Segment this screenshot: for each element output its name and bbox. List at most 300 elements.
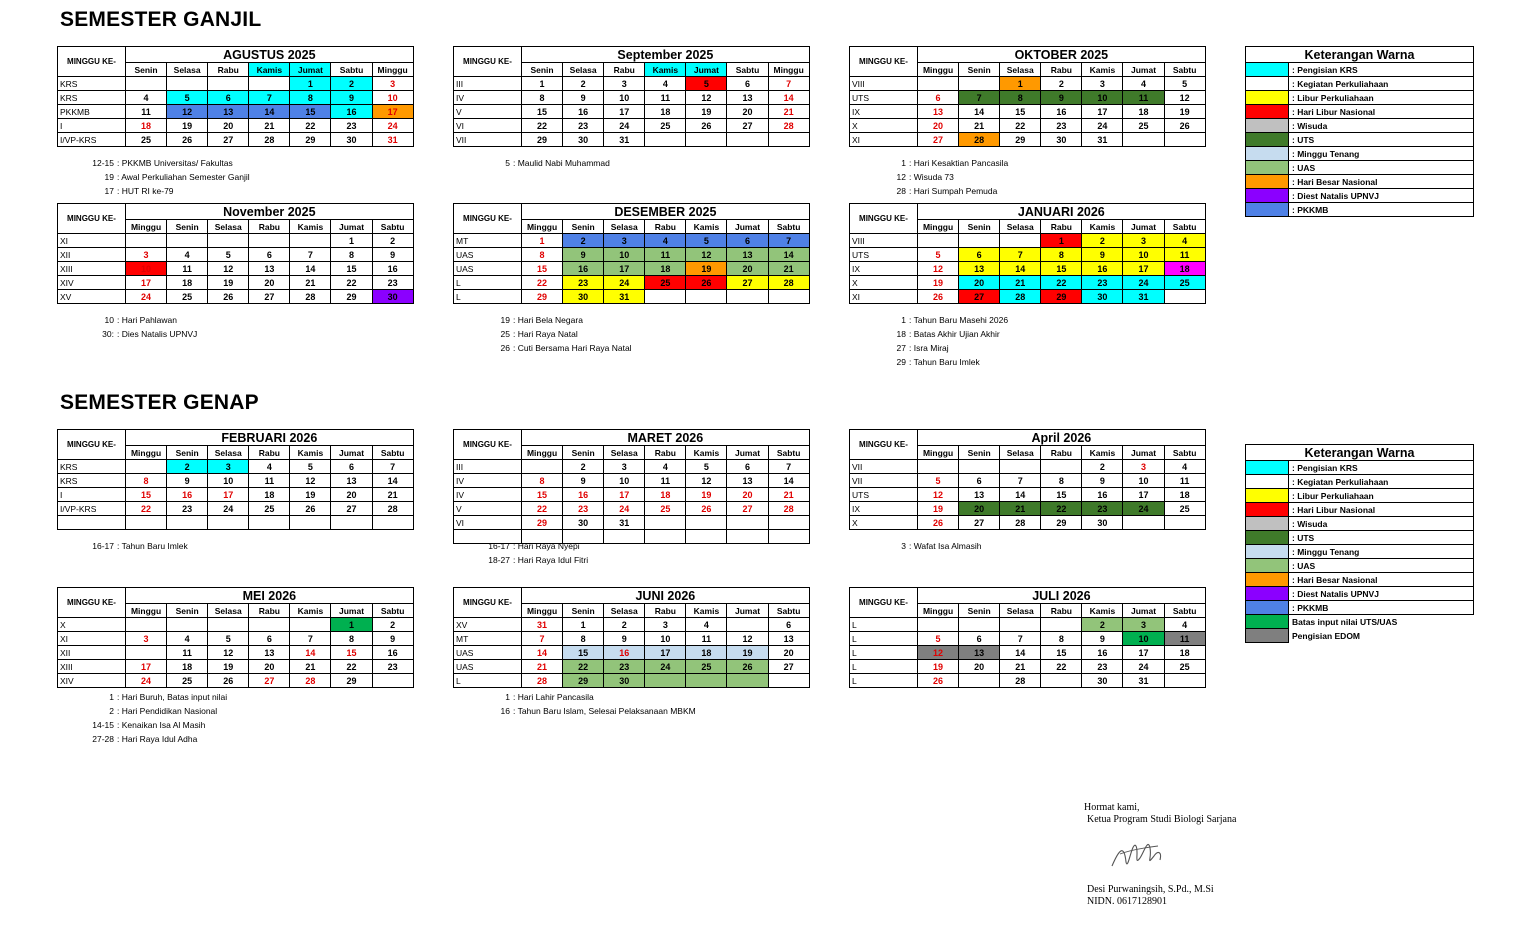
day-header: Rabu xyxy=(1041,446,1082,460)
date-cell: 24 xyxy=(604,502,645,516)
holiday-desc: : HUT RI ke-79 xyxy=(117,186,174,196)
date-cell: 22 xyxy=(1000,119,1041,133)
holiday-notes xyxy=(59,690,227,746)
day-header: Minggu xyxy=(768,63,809,77)
date-cell xyxy=(1164,674,1205,688)
date-cell xyxy=(126,77,167,91)
holiday-notes xyxy=(455,313,632,355)
date-cell xyxy=(167,234,208,248)
date-cell: 4 xyxy=(1164,234,1205,248)
week-label: XIV xyxy=(58,674,126,688)
date-cell: 24 xyxy=(1123,276,1164,290)
holiday-date: 10 xyxy=(104,315,114,325)
legend-label: : Diest Natalis UPNVJ xyxy=(1289,587,1474,601)
week-column-header: MINGGU KE- xyxy=(58,47,126,77)
date-cell: 2 xyxy=(1082,460,1123,474)
date-cell xyxy=(686,674,727,688)
legend-label: : UTS xyxy=(1289,531,1474,545)
date-cell: 4 xyxy=(167,248,208,262)
date-cell: 31 xyxy=(604,133,645,147)
legend-swatch xyxy=(1246,461,1289,475)
date-cell xyxy=(645,133,686,147)
week-label: IV xyxy=(454,488,522,502)
day-header: Jumat xyxy=(1123,220,1164,234)
date-cell: 22 xyxy=(1041,660,1082,674)
date-cell: 15 xyxy=(1000,105,1041,119)
date-cell: 24 xyxy=(126,290,167,304)
date-cell: 14 xyxy=(290,262,331,276)
date-cell: 30 xyxy=(563,516,604,530)
holiday-desc: : Hari Lahir Pancasila xyxy=(513,692,594,702)
week-label xyxy=(58,516,126,530)
date-cell: 11 xyxy=(167,262,208,276)
date-cell xyxy=(208,516,249,530)
date-cell: 24 xyxy=(126,674,167,688)
date-cell: 29 xyxy=(522,516,563,530)
date-cell: 27 xyxy=(959,516,1000,530)
date-cell: 25 xyxy=(645,276,686,290)
date-cell xyxy=(727,618,768,632)
date-cell xyxy=(1000,618,1041,632)
date-cell: 25 xyxy=(1164,502,1205,516)
date-cell: 23 xyxy=(563,502,604,516)
week-label: I xyxy=(58,488,126,502)
day-header: Rabu xyxy=(249,604,290,618)
date-cell: 26 xyxy=(727,660,768,674)
date-cell: 11 xyxy=(1164,632,1205,646)
date-cell: 8 xyxy=(290,91,331,105)
holiday-note xyxy=(59,732,227,746)
signature-name: Desi Purwaningsih, S.Pd., M.Si xyxy=(1087,884,1214,895)
day-header: Selasa xyxy=(208,604,249,618)
date-cell: 5 xyxy=(686,77,727,91)
day-header: Senin xyxy=(126,63,167,77)
date-cell: 17 xyxy=(1123,262,1164,276)
date-cell: 3 xyxy=(1123,460,1164,474)
date-cell: 9 xyxy=(1082,632,1123,646)
date-cell: 29 xyxy=(331,290,372,304)
day-header: Selasa xyxy=(604,220,645,234)
legend-swatch xyxy=(1246,175,1289,189)
date-cell: 3 xyxy=(604,234,645,248)
holiday-date: 3 xyxy=(901,541,906,551)
month-title: September 2025 xyxy=(522,47,810,63)
date-cell: 29 xyxy=(1041,516,1082,530)
holiday-desc: : PKKMB Universitas/ Fakultas xyxy=(117,158,233,168)
holiday-date: 16-17 xyxy=(92,541,114,551)
date-cell: 24 xyxy=(645,660,686,674)
holiday-date: 17 xyxy=(104,186,114,196)
date-cell: 7 xyxy=(1000,474,1041,488)
legend-label: : Minggu Tenang xyxy=(1289,545,1474,559)
week-label: UTS xyxy=(850,488,918,502)
date-cell: 8 xyxy=(522,91,563,105)
week-label: XIII xyxy=(58,660,126,674)
week-label: UAS xyxy=(454,646,522,660)
holiday-notes xyxy=(455,539,588,567)
date-cell: 18 xyxy=(645,488,686,502)
week-label: XV xyxy=(454,618,522,632)
week-label: XII xyxy=(58,646,126,660)
date-cell: 30 xyxy=(563,290,604,304)
day-header: Rabu xyxy=(645,604,686,618)
holiday-desc: : Tahun Baru Masehi 2026 xyxy=(909,315,1009,325)
calendar-month xyxy=(453,429,809,544)
date-cell: 18 xyxy=(167,276,208,290)
holiday-desc: : Wisuda 73 xyxy=(909,172,954,182)
day-header: Kamis xyxy=(1082,604,1123,618)
day-header: Senin xyxy=(563,220,604,234)
date-cell: 4 xyxy=(645,460,686,474)
legend-swatch xyxy=(1246,77,1289,91)
date-cell: 9 xyxy=(563,248,604,262)
date-cell: 17 xyxy=(208,488,249,502)
date-cell: 21 xyxy=(522,660,563,674)
date-cell: 15 xyxy=(1041,488,1082,502)
week-column-header: MINGGU KE- xyxy=(454,47,522,77)
date-cell: 22 xyxy=(331,660,372,674)
week-label: III xyxy=(454,77,522,91)
week-label: VII xyxy=(850,460,918,474)
day-header: Selasa xyxy=(1000,220,1041,234)
date-cell: 14 xyxy=(249,105,290,119)
legend-label: : UAS xyxy=(1289,161,1474,175)
date-cell: 29 xyxy=(1041,290,1082,304)
date-cell: 17 xyxy=(126,660,167,674)
date-cell: 23 xyxy=(563,119,604,133)
holiday-note xyxy=(851,341,1008,355)
date-cell: 25 xyxy=(1164,276,1205,290)
legend-swatch xyxy=(1246,475,1289,489)
holiday-note xyxy=(851,355,1008,369)
legend-swatch xyxy=(1246,503,1289,517)
date-cell: 6 xyxy=(249,632,290,646)
holiday-desc: : Hari Raya Idul Adha xyxy=(117,734,198,744)
day-header: Selasa xyxy=(1000,446,1041,460)
date-cell: 16 xyxy=(563,488,604,502)
date-cell: 16 xyxy=(604,646,645,660)
date-cell: 14 xyxy=(768,91,809,105)
date-cell: 7 xyxy=(249,91,290,105)
week-label: KRS xyxy=(58,460,126,474)
day-header: Kamis xyxy=(686,220,727,234)
holiday-date: 16 xyxy=(500,706,510,716)
week-label: IX xyxy=(850,262,918,276)
date-cell: 28 xyxy=(372,502,413,516)
date-cell: 17 xyxy=(604,105,645,119)
day-header: Selasa xyxy=(208,446,249,460)
date-cell: 21 xyxy=(1000,660,1041,674)
date-cell xyxy=(249,618,290,632)
signature-block xyxy=(1084,802,1236,908)
date-cell: 24 xyxy=(604,119,645,133)
date-cell: 21 xyxy=(1000,276,1041,290)
legend-swatch xyxy=(1246,489,1289,503)
date-cell: 27 xyxy=(208,133,249,147)
date-cell: 16 xyxy=(1082,646,1123,660)
date-cell: 6 xyxy=(727,460,768,474)
date-cell: 2 xyxy=(372,234,413,248)
day-header: Senin xyxy=(522,63,563,77)
week-label: VII xyxy=(850,474,918,488)
date-cell: 19 xyxy=(918,502,959,516)
date-cell: 14 xyxy=(1000,262,1041,276)
date-cell: 7 xyxy=(768,234,809,248)
legend-title: Keterangan Warna xyxy=(1246,47,1474,63)
date-cell: 22 xyxy=(522,502,563,516)
holiday-desc: : Hari Buruh, Batas input nilai xyxy=(117,692,228,702)
holiday-desc: : Hari Sumpah Pemuda xyxy=(909,186,998,196)
date-cell: 11 xyxy=(645,91,686,105)
holiday-note xyxy=(59,156,250,170)
date-cell: 21 xyxy=(768,262,809,276)
holiday-date: 2 xyxy=(109,706,114,716)
week-label: MT xyxy=(454,234,522,248)
legend-label: : Pengisian KRS xyxy=(1289,461,1474,475)
date-cell: 5 xyxy=(1164,77,1205,91)
day-header: Senin xyxy=(959,604,1000,618)
date-cell: 26 xyxy=(290,502,331,516)
date-cell xyxy=(208,618,249,632)
week-label: XIV xyxy=(58,276,126,290)
holiday-date: 28 xyxy=(896,186,906,196)
holiday-notes xyxy=(851,539,981,553)
date-cell: 6 xyxy=(331,460,372,474)
calendar-month xyxy=(849,429,1205,530)
date-cell: 22 xyxy=(126,502,167,516)
date-cell: 27 xyxy=(249,290,290,304)
date-cell: 5 xyxy=(686,460,727,474)
holiday-date: 14-15 xyxy=(92,720,114,730)
date-cell: 12 xyxy=(686,474,727,488)
holiday-desc: : Hari Kesaktian Pancasila xyxy=(909,158,1009,168)
legend-label: : PKKMB xyxy=(1289,601,1474,615)
week-label: VIII xyxy=(850,77,918,91)
date-cell: 5 xyxy=(918,474,959,488)
day-header: Minggu xyxy=(126,604,167,618)
date-cell: 2 xyxy=(1041,77,1082,91)
date-cell: 20 xyxy=(918,119,959,133)
legend-swatch xyxy=(1246,601,1289,615)
date-cell: 8 xyxy=(1041,248,1082,262)
date-cell: 13 xyxy=(208,105,249,119)
day-header: Sabtu xyxy=(331,63,372,77)
date-cell xyxy=(249,516,290,530)
date-cell xyxy=(372,674,413,688)
date-cell: 9 xyxy=(372,632,413,646)
week-column-header: MINGGU KE- xyxy=(58,430,126,460)
date-cell: 15 xyxy=(522,262,563,276)
date-cell: 26 xyxy=(1164,119,1205,133)
date-cell xyxy=(768,530,809,544)
holiday-note xyxy=(59,313,197,327)
semester-genap-title: SEMESTER GENAP xyxy=(60,391,259,414)
date-cell: 9 xyxy=(372,248,413,262)
date-cell: 14 xyxy=(768,248,809,262)
date-cell: 24 xyxy=(1123,660,1164,674)
date-cell: 26 xyxy=(686,276,727,290)
week-label: VI xyxy=(454,119,522,133)
day-header: Rabu xyxy=(249,220,290,234)
holiday-note xyxy=(59,327,197,341)
month-title: FEBRUARI 2026 xyxy=(126,430,414,446)
date-cell xyxy=(645,290,686,304)
date-cell: 12 xyxy=(208,646,249,660)
date-cell: 11 xyxy=(645,474,686,488)
day-header: Jumat xyxy=(1123,446,1164,460)
legend-label: : Minggu Tenang xyxy=(1289,147,1474,161)
week-label: V xyxy=(454,105,522,119)
date-cell: 28 xyxy=(768,276,809,290)
date-cell: 14 xyxy=(768,474,809,488)
date-cell xyxy=(959,674,1000,688)
day-header: Senin xyxy=(563,604,604,618)
date-cell: 22 xyxy=(290,119,331,133)
day-header: Senin xyxy=(167,604,208,618)
date-cell xyxy=(1164,133,1205,147)
date-cell: 27 xyxy=(727,502,768,516)
date-cell: 20 xyxy=(727,488,768,502)
legend-swatch xyxy=(1246,105,1289,119)
date-cell: 2 xyxy=(563,460,604,474)
day-header: Kamis xyxy=(1082,63,1123,77)
legend-label: : Kegiatan Perkuliahaan xyxy=(1289,77,1474,91)
month-title: November 2025 xyxy=(126,204,414,220)
holiday-date: 1 xyxy=(109,692,114,702)
day-header: Senin xyxy=(959,220,1000,234)
date-cell: 25 xyxy=(1164,660,1205,674)
legend-swatch xyxy=(1246,161,1289,175)
date-cell: 13 xyxy=(727,91,768,105)
date-cell: 3 xyxy=(126,248,167,262)
holiday-note xyxy=(59,690,227,704)
day-header: Rabu xyxy=(208,63,249,77)
date-cell: 8 xyxy=(331,248,372,262)
month-title: April 2026 xyxy=(918,430,1206,446)
date-cell: 1 xyxy=(331,234,372,248)
date-cell: 16 xyxy=(331,105,372,119)
day-header: Minggu xyxy=(522,220,563,234)
date-cell xyxy=(1164,290,1205,304)
date-cell: 24 xyxy=(604,276,645,290)
date-cell: 20 xyxy=(249,276,290,290)
date-cell: 8 xyxy=(126,474,167,488)
date-cell: 6 xyxy=(249,248,290,262)
holiday-date: 16-17 xyxy=(488,541,510,551)
legend-label: Pengisian EDOM xyxy=(1292,630,1361,641)
date-cell: 22 xyxy=(331,276,372,290)
day-header: Sabtu xyxy=(768,220,809,234)
day-header: Jumat xyxy=(727,446,768,460)
holiday-desc: : Tahun Baru Imlek xyxy=(117,541,188,551)
date-cell: 16 xyxy=(372,646,413,660)
date-cell: 3 xyxy=(372,77,413,91)
date-cell xyxy=(331,516,372,530)
holiday-date: 1 xyxy=(901,158,906,168)
holiday-notes xyxy=(851,156,1008,198)
date-cell: 15 xyxy=(1041,646,1082,660)
week-column-header: MINGGU KE- xyxy=(58,588,126,618)
day-header: Selasa xyxy=(1000,604,1041,618)
date-cell: 12 xyxy=(686,91,727,105)
date-cell: 2 xyxy=(1082,234,1123,248)
date-cell: 26 xyxy=(918,290,959,304)
date-cell: 17 xyxy=(1082,105,1123,119)
date-cell: 5 xyxy=(208,632,249,646)
date-cell xyxy=(768,516,809,530)
date-cell: 25 xyxy=(126,133,167,147)
day-header: Rabu xyxy=(604,63,645,77)
week-label: VIII xyxy=(850,234,918,248)
date-cell: 28 xyxy=(768,119,809,133)
date-cell: 31 xyxy=(1082,133,1123,147)
holiday-notes xyxy=(59,539,188,553)
date-cell: 30 xyxy=(1082,516,1123,530)
date-cell: 26 xyxy=(918,674,959,688)
date-cell: 30 xyxy=(372,290,413,304)
date-cell: 11 xyxy=(645,248,686,262)
holiday-note xyxy=(455,690,696,704)
date-cell: 4 xyxy=(645,234,686,248)
date-cell: 10 xyxy=(1082,91,1123,105)
date-cell: 31 xyxy=(1123,674,1164,688)
holiday-desc: : Batas Akhir Ujian Akhir xyxy=(909,329,1000,339)
date-cell: 19 xyxy=(208,660,249,674)
holiday-date: 18-27 xyxy=(488,555,510,565)
holiday-notes xyxy=(455,156,610,170)
date-cell xyxy=(959,77,1000,91)
day-header: Rabu xyxy=(249,446,290,460)
day-header: Sabtu xyxy=(768,446,809,460)
day-header: Senin xyxy=(563,446,604,460)
date-cell: 27 xyxy=(249,674,290,688)
day-header: Minggu xyxy=(372,63,413,77)
day-header: Selasa xyxy=(208,220,249,234)
date-cell: 17 xyxy=(372,105,413,119)
legend-label: : Wisuda xyxy=(1289,517,1474,531)
holiday-desc: : Hari Raya Idul Fitri xyxy=(513,555,589,565)
date-cell: 10 xyxy=(372,91,413,105)
week-label: XI xyxy=(58,632,126,646)
date-cell: 14 xyxy=(1000,488,1041,502)
date-cell: 1 xyxy=(522,77,563,91)
week-label: I/VP-KRS xyxy=(58,133,126,147)
day-header: Sabtu xyxy=(372,220,413,234)
date-cell xyxy=(768,133,809,147)
week-label: XI xyxy=(850,133,918,147)
date-cell: 3 xyxy=(645,618,686,632)
date-cell xyxy=(290,234,331,248)
legend-label: : Libur Perkuliahaan xyxy=(1289,91,1474,105)
date-cell: 9 xyxy=(604,632,645,646)
date-cell xyxy=(727,530,768,544)
date-cell: 11 xyxy=(249,474,290,488)
date-cell xyxy=(1000,460,1041,474)
date-cell xyxy=(918,618,959,632)
month-title: OKTOBER 2025 xyxy=(918,47,1206,63)
day-header: Minggu xyxy=(918,63,959,77)
holiday-notes xyxy=(59,156,250,198)
date-cell: 18 xyxy=(645,262,686,276)
month-title: AGUSTUS 2025 xyxy=(126,47,414,63)
legend-swatch xyxy=(1246,587,1289,601)
week-label: III xyxy=(454,460,522,474)
date-cell xyxy=(959,618,1000,632)
date-cell: 6 xyxy=(768,618,809,632)
date-cell xyxy=(290,618,331,632)
holiday-desc: : Isra Miraj xyxy=(909,343,949,353)
date-cell: 12 xyxy=(727,632,768,646)
